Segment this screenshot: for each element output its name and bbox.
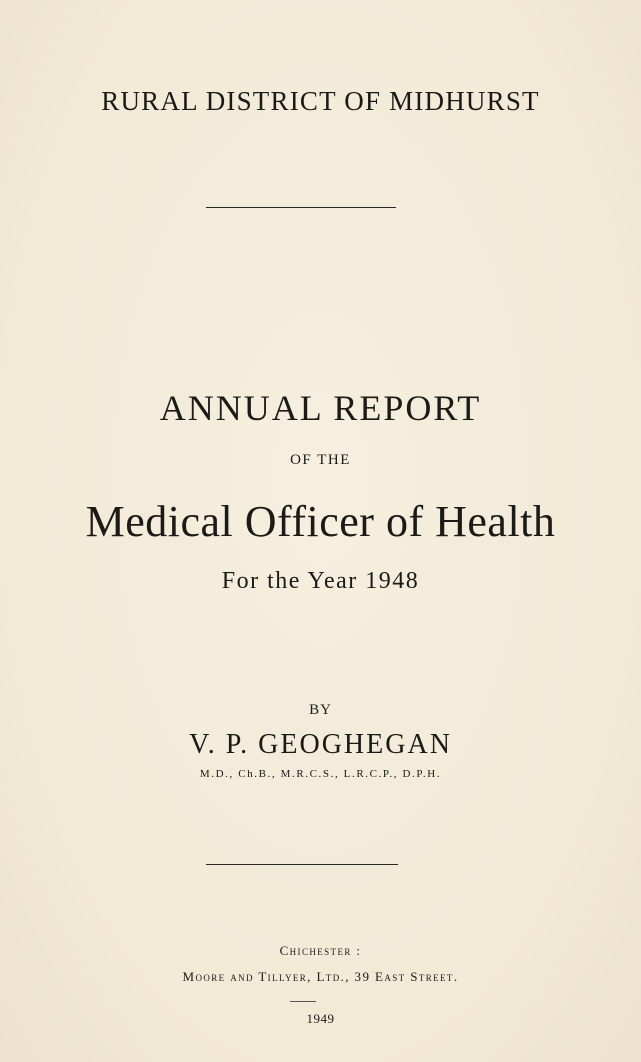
author-name: V. P. GEOGHEGAN [189,729,452,760]
author-qualifications: M.D., Ch.B., M.R.C.S., L.R.C.P., D.P.H. [199,768,442,780]
report-year: For the Year 1948 [221,568,420,594]
author-by: BY [309,702,332,718]
imprint-city: Chichester : [279,943,362,958]
bottom-divider [206,864,398,865]
imprint-printer: Moore and Tillyer, Ltd., 39 East Street. [182,969,459,984]
district-heading: RURAL DISTRICT OF MIDHURST [101,86,540,116]
publication-year: 1949 [306,1011,335,1026]
imprint-divider [290,1001,316,1002]
report-title: ANNUAL REPORT [159,388,482,428]
top-divider [206,207,396,208]
report-title-connector: OF THE [290,452,351,468]
report-subject: Medical Officer of Health [85,497,556,546]
